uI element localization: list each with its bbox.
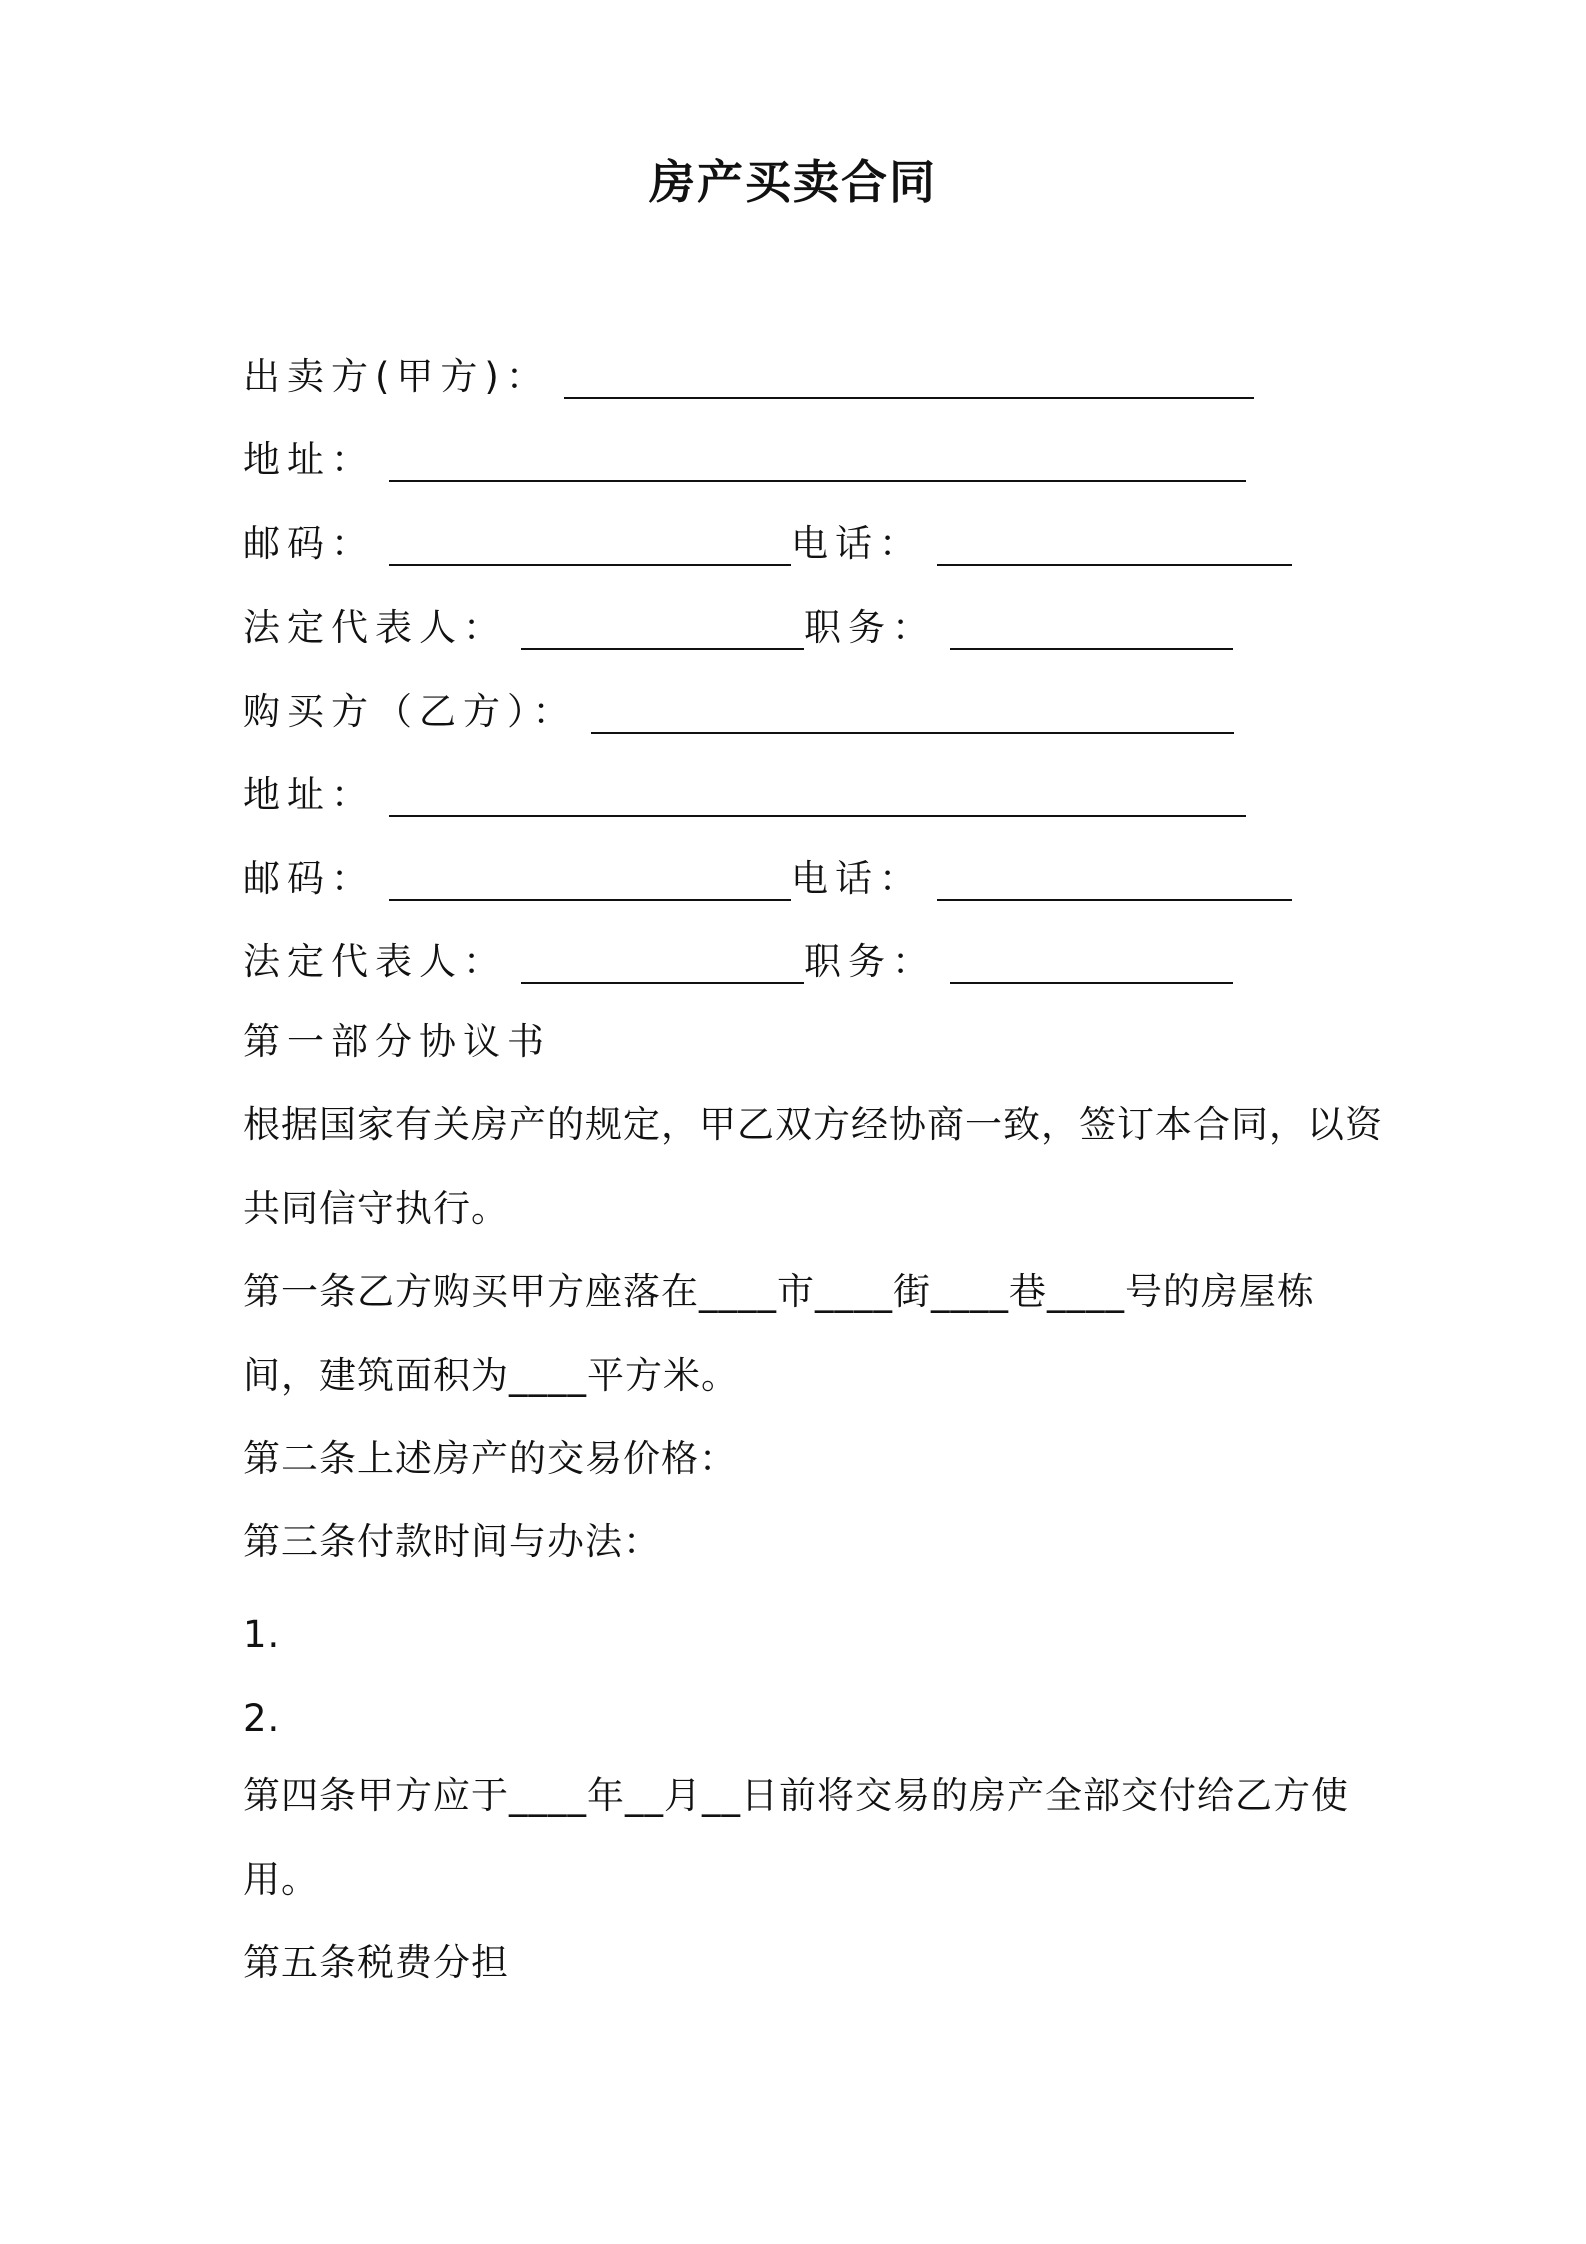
buyer-position-blank [950,942,1233,984]
seller-rep-label: 法定代表人： [243,606,507,649]
article-4-line-1: 第四条甲方应于____年__月__日前将交易的房产全部交付给乙方使 [243,1774,1349,1817]
seller-postcode-blank [389,524,791,566]
buyer-postcode-row [243,855,1292,903]
buyer-postcode-label: 邮码： [243,857,375,900]
buyer-address-row [243,771,1246,819]
article-1-line-2: 间，建筑面积为____平方米。 [243,1354,739,1397]
seller-postcode-row [243,520,1292,568]
payment-item-2: 2. [243,1697,281,1740]
seller-position-label: 职务： [804,606,936,649]
seller-address-blank [389,440,1246,482]
seller-position-blank [950,608,1233,650]
buyer-party-row [243,688,1234,736]
document-title: 房产买卖合同 [649,155,937,209]
seller-phone-label: 电话： [791,522,923,565]
buyer-position-label: 职务： [804,940,936,983]
buyer-rep-blank [521,942,804,984]
buyer-phone-blank [937,859,1292,901]
buyer-address-blank [389,775,1246,817]
buyer-party-label: 购买方（乙方）： [243,690,577,733]
seller-rep-blank [521,608,804,650]
article-4-line-2: 用。 [243,1858,319,1901]
article-3: 第三条付款时间与办法： [243,1520,661,1563]
intro-line-1: 根据国家有关房产的规定，甲乙双方经协商一致，签订本合同，以资 [243,1103,1383,1146]
seller-party-blank [564,357,1254,399]
seller-phone-blank [937,524,1292,566]
seller-party-row [243,353,1254,401]
buyer-rep-label: 法定代表人： [243,940,507,983]
section1-heading: 第一部分协议书 [243,1020,551,1063]
seller-party-label: 出卖方(甲方)： [243,355,550,398]
buyer-postcode-blank [389,859,791,901]
article-2: 第二条上述房产的交易价格： [243,1437,737,1480]
buyer-rep-row [243,938,1233,986]
seller-rep-row [243,604,1233,652]
payment-item-1: 1. [243,1613,281,1656]
seller-address-row [243,436,1246,484]
seller-address-label: 地址： [243,438,375,481]
buyer-party-blank [591,692,1234,734]
article-5: 第五条税费分担 [243,1941,509,1984]
buyer-phone-label: 电话： [791,857,923,900]
article-1-line-1: 第一条乙方购买甲方座落在____市____街____巷____号的房屋栋 [243,1270,1315,1313]
buyer-address-label: 地址： [243,773,375,816]
seller-postcode-label: 邮码： [243,522,375,565]
intro-line-2: 共同信守执行。 [243,1187,509,1230]
